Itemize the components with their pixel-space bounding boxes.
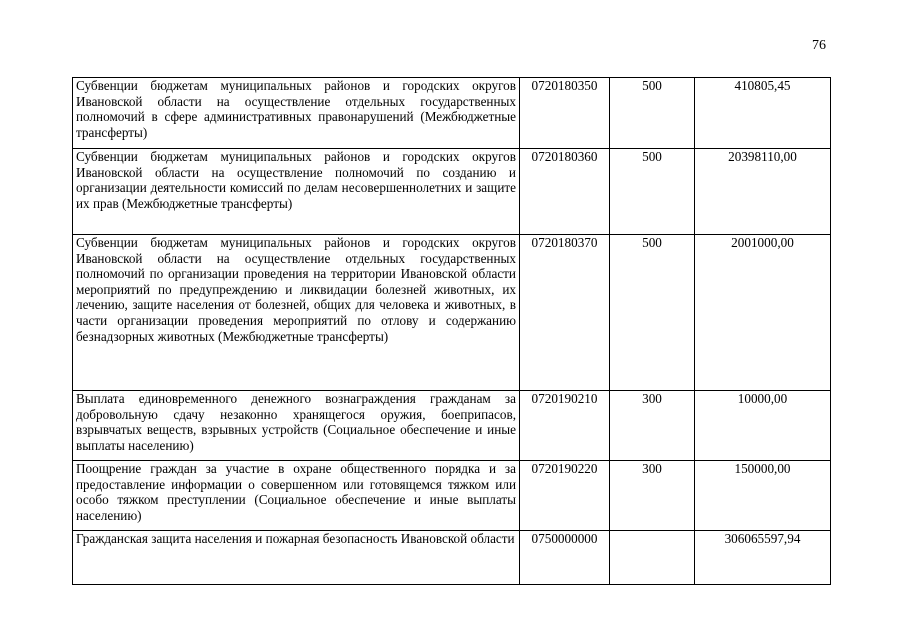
- row-expense-type: [610, 531, 695, 585]
- row-expense-type: 500: [610, 149, 695, 235]
- row-expense-type: 500: [610, 235, 695, 391]
- page-number: 76: [812, 38, 826, 53]
- row-description: Субвенции бюджетам муниципальных районов и городских округов Ивановской области на осуществление полномочий по созданию и организации деятельности комиссий по делам несовершеннолетних и защите их прав (Межбюджетные трансферты): [73, 149, 520, 235]
- row-target-code: 0750000000: [520, 531, 610, 585]
- row-description: Выплата единовременного денежного вознаграждения гражданам за добровольную сдачу незаконно хранящегося оружия, боеприпасов, взрывчатых веществ, взрывных устройств (Социальное обеспечение и иные выплаты населению): [73, 391, 520, 461]
- table-row: [73, 78, 831, 149]
- row-amount: 2001000,00: [695, 235, 831, 391]
- row-amount: 150000,00: [695, 461, 831, 531]
- row-amount: 10000,00: [695, 391, 831, 461]
- row-expense-type: 300: [610, 461, 695, 531]
- table-row: [73, 461, 831, 531]
- row-expense-type: 300: [610, 391, 695, 461]
- row-target-code: 0720180360: [520, 149, 610, 235]
- row-description: Поощрение граждан за участие в охране общественного порядка и за предоставление информации о совершенном или готовящемся тяжком или особо тяжком преступлении (Социальное обеспечение и иные выплаты населению): [73, 461, 520, 531]
- row-description: Субвенции бюджетам муниципальных районов и городских округов Ивановской области на осуществление отдельных государственных полномочий в сфере административных правонарушений (Межбюджетные трансферты): [73, 78, 520, 149]
- row-description: Субвенции бюджетам муниципальных районов и городских округов Ивановской области на осуществление отдельных государственных полномочий по организации проведения на территории Ивановской области мероприятий по предупреждению и ликвидации болезней животных, их лечению, защите населения от болезней, общих для человека и животных, в части организации проведения мероприятий по отлову и содержанию безнадзорных животных (Межбюджетные трансферты): [73, 235, 520, 391]
- budget-table: [72, 77, 831, 585]
- row-target-code: 0720180370: [520, 235, 610, 391]
- row-expense-type: 500: [610, 78, 695, 149]
- row-amount: 306065597,94: [695, 531, 831, 585]
- row-target-code: 0720180350: [520, 78, 610, 149]
- row-target-code: 0720190220: [520, 461, 610, 531]
- table-row: [73, 149, 831, 235]
- row-description: Гражданская защита населения и пожарная безопасность Ивановской области: [73, 531, 520, 585]
- row-amount: 20398110,00: [695, 149, 831, 235]
- table-row: [73, 531, 831, 585]
- table-row: [73, 391, 831, 461]
- table-row: [73, 235, 831, 391]
- row-amount: 410805,45: [695, 78, 831, 149]
- row-target-code: 0720190210: [520, 391, 610, 461]
